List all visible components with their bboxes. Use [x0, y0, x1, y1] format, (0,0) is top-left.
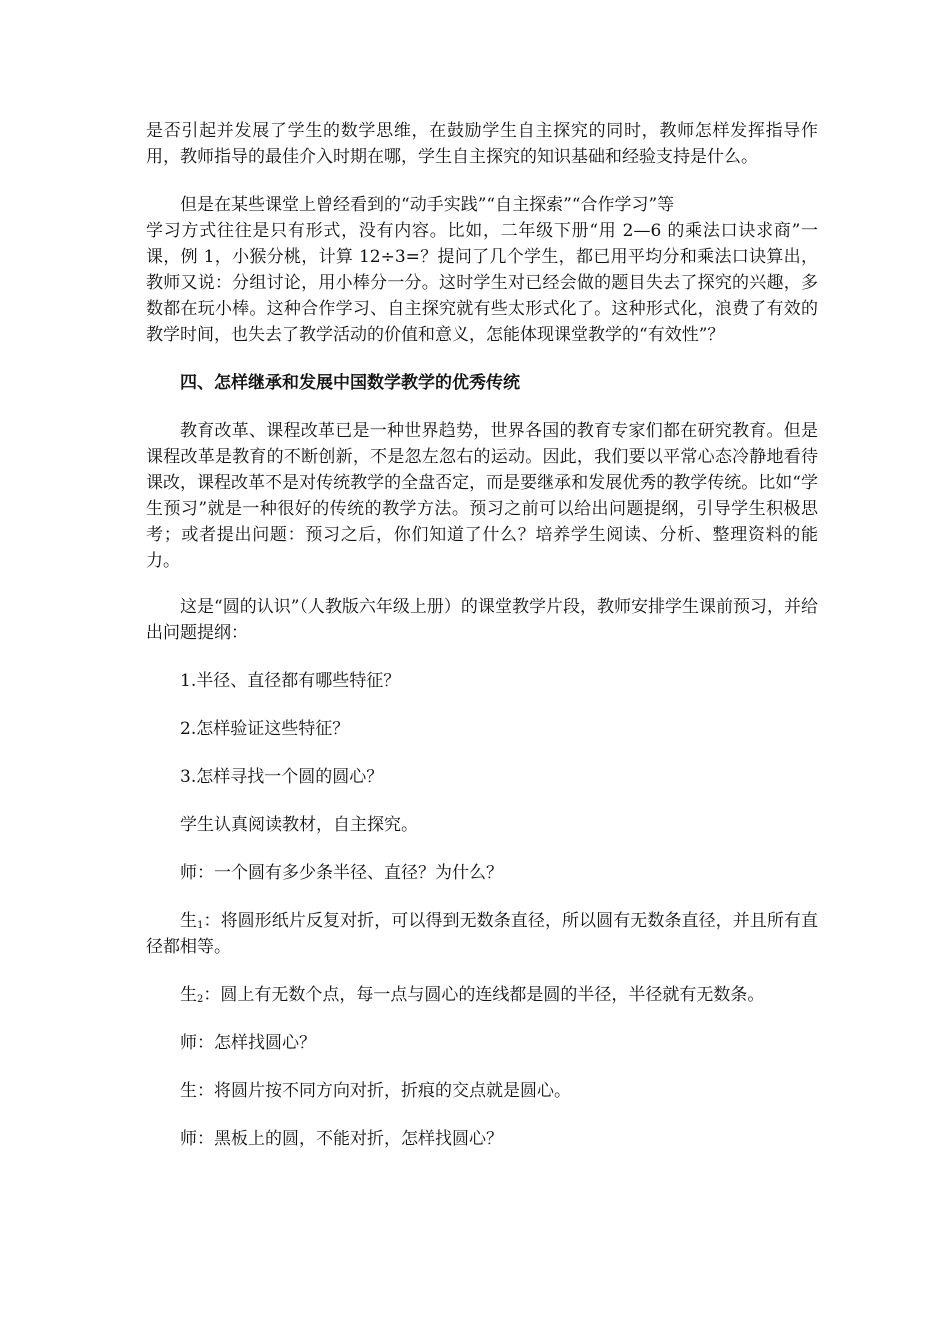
- dialogue-text: ：圆上有无数个点，每一点与圆心的连线都是圆的半径，半径就有无数条。: [203, 985, 765, 1005]
- speaker-subscript: 1: [197, 920, 204, 931]
- dialogue-line: 师：怎样找圆心？: [180, 1033, 316, 1053]
- section-heading-4: 四、怎样继承和发展中国数学教学的优秀传统: [180, 373, 520, 393]
- paragraph-continuation: 是否引起并发展了学生的数学思维，在鼓励学生自主探究的同时，教师怎样发挥指导作用，教师指导的最佳介入时期在哪，学生自主探究的知识基础和经验支持是什么。: [146, 121, 818, 167]
- question-item-1: 1.半径、直径都有哪些特征？: [180, 671, 401, 691]
- paragraph-formalism: [146, 192, 818, 348]
- dialogue-line: 师：黑板上的圆，不能对折，怎样找圆心？: [180, 1129, 503, 1149]
- dialogue-line-student-2: [146, 982, 818, 1008]
- document-page: [146, 118, 818, 1152]
- dialogue-line-student-1: [146, 908, 818, 960]
- paragraph-formalism-first-line: 但是在某些课堂上曾经看到的“动手实践”“自主探索”“合作学习”等: [180, 195, 675, 215]
- dialogue-line: 师：一个圆有多少条半径、直径？为什么？: [180, 863, 503, 883]
- paragraph-lesson-intro: 这是“圆的认识”（人教版六年级上册）的课堂教学片段，教师安排学生课前预习，并给出问题提纲：: [146, 597, 818, 643]
- dialogue-line: 生：将圆片按不同方向对折，折痕的交点就是圆心。: [180, 1081, 571, 1101]
- speaker-label: 生: [180, 985, 197, 1005]
- speaker-subscript: 2: [197, 994, 204, 1005]
- paragraph-tradition: 教育改革、课程改革已是一种世界趋势，世界各国的教育专家们都在研究教育。但是课程改革是教育的不断创新，不是忽左忽右的运动。因此，我们要以平常心态冷静地看待课改，课程改革不是对传统教学的全盘否定，而是要继承和发展优秀的教学传统。比如“学生预习”就是一种很好的传统的教学方法。预习之前可以给出问题提纲，引导学生积极思考；或者提出问题：预习之后，你们知道了什么？培养学生阅读、分析、整理资料的能力。: [146, 421, 818, 571]
- speaker-label: 生: [180, 911, 198, 931]
- dialogue-line: 学生认真阅读教材，自主探究。: [180, 815, 418, 835]
- question-item-2: 2.怎样验证这些特征？: [180, 719, 350, 739]
- dialogue-text: ：将圆形纸片反复对折，可以得到无数条直径，所以圆有无数条直径，并且所有直径都相等。: [146, 911, 819, 957]
- question-item-3: 3.怎样寻找一个圆的圆心？: [180, 767, 384, 787]
- paragraph-formalism-body: 学习方式往往是只有形式，没有内容。比如，二年级下册“用 2—6 的乘法口诀求商”一课，例 1，小猴分桃，计算 12÷3=？提问了几个学生，都已用平均分和乘法口诀算出，教师又说：分组讨论，用小棒分一分。这时学生对已经会做的题目失去了探究的兴趣，多数都在玩小棒。这种合作学习、自主探究就有些太形式化了。这种形式化，浪费了有效的教学时间，也失去了教学活动的价值和意义，怎能体现课堂教学的“有效性”？: [146, 221, 818, 345]
